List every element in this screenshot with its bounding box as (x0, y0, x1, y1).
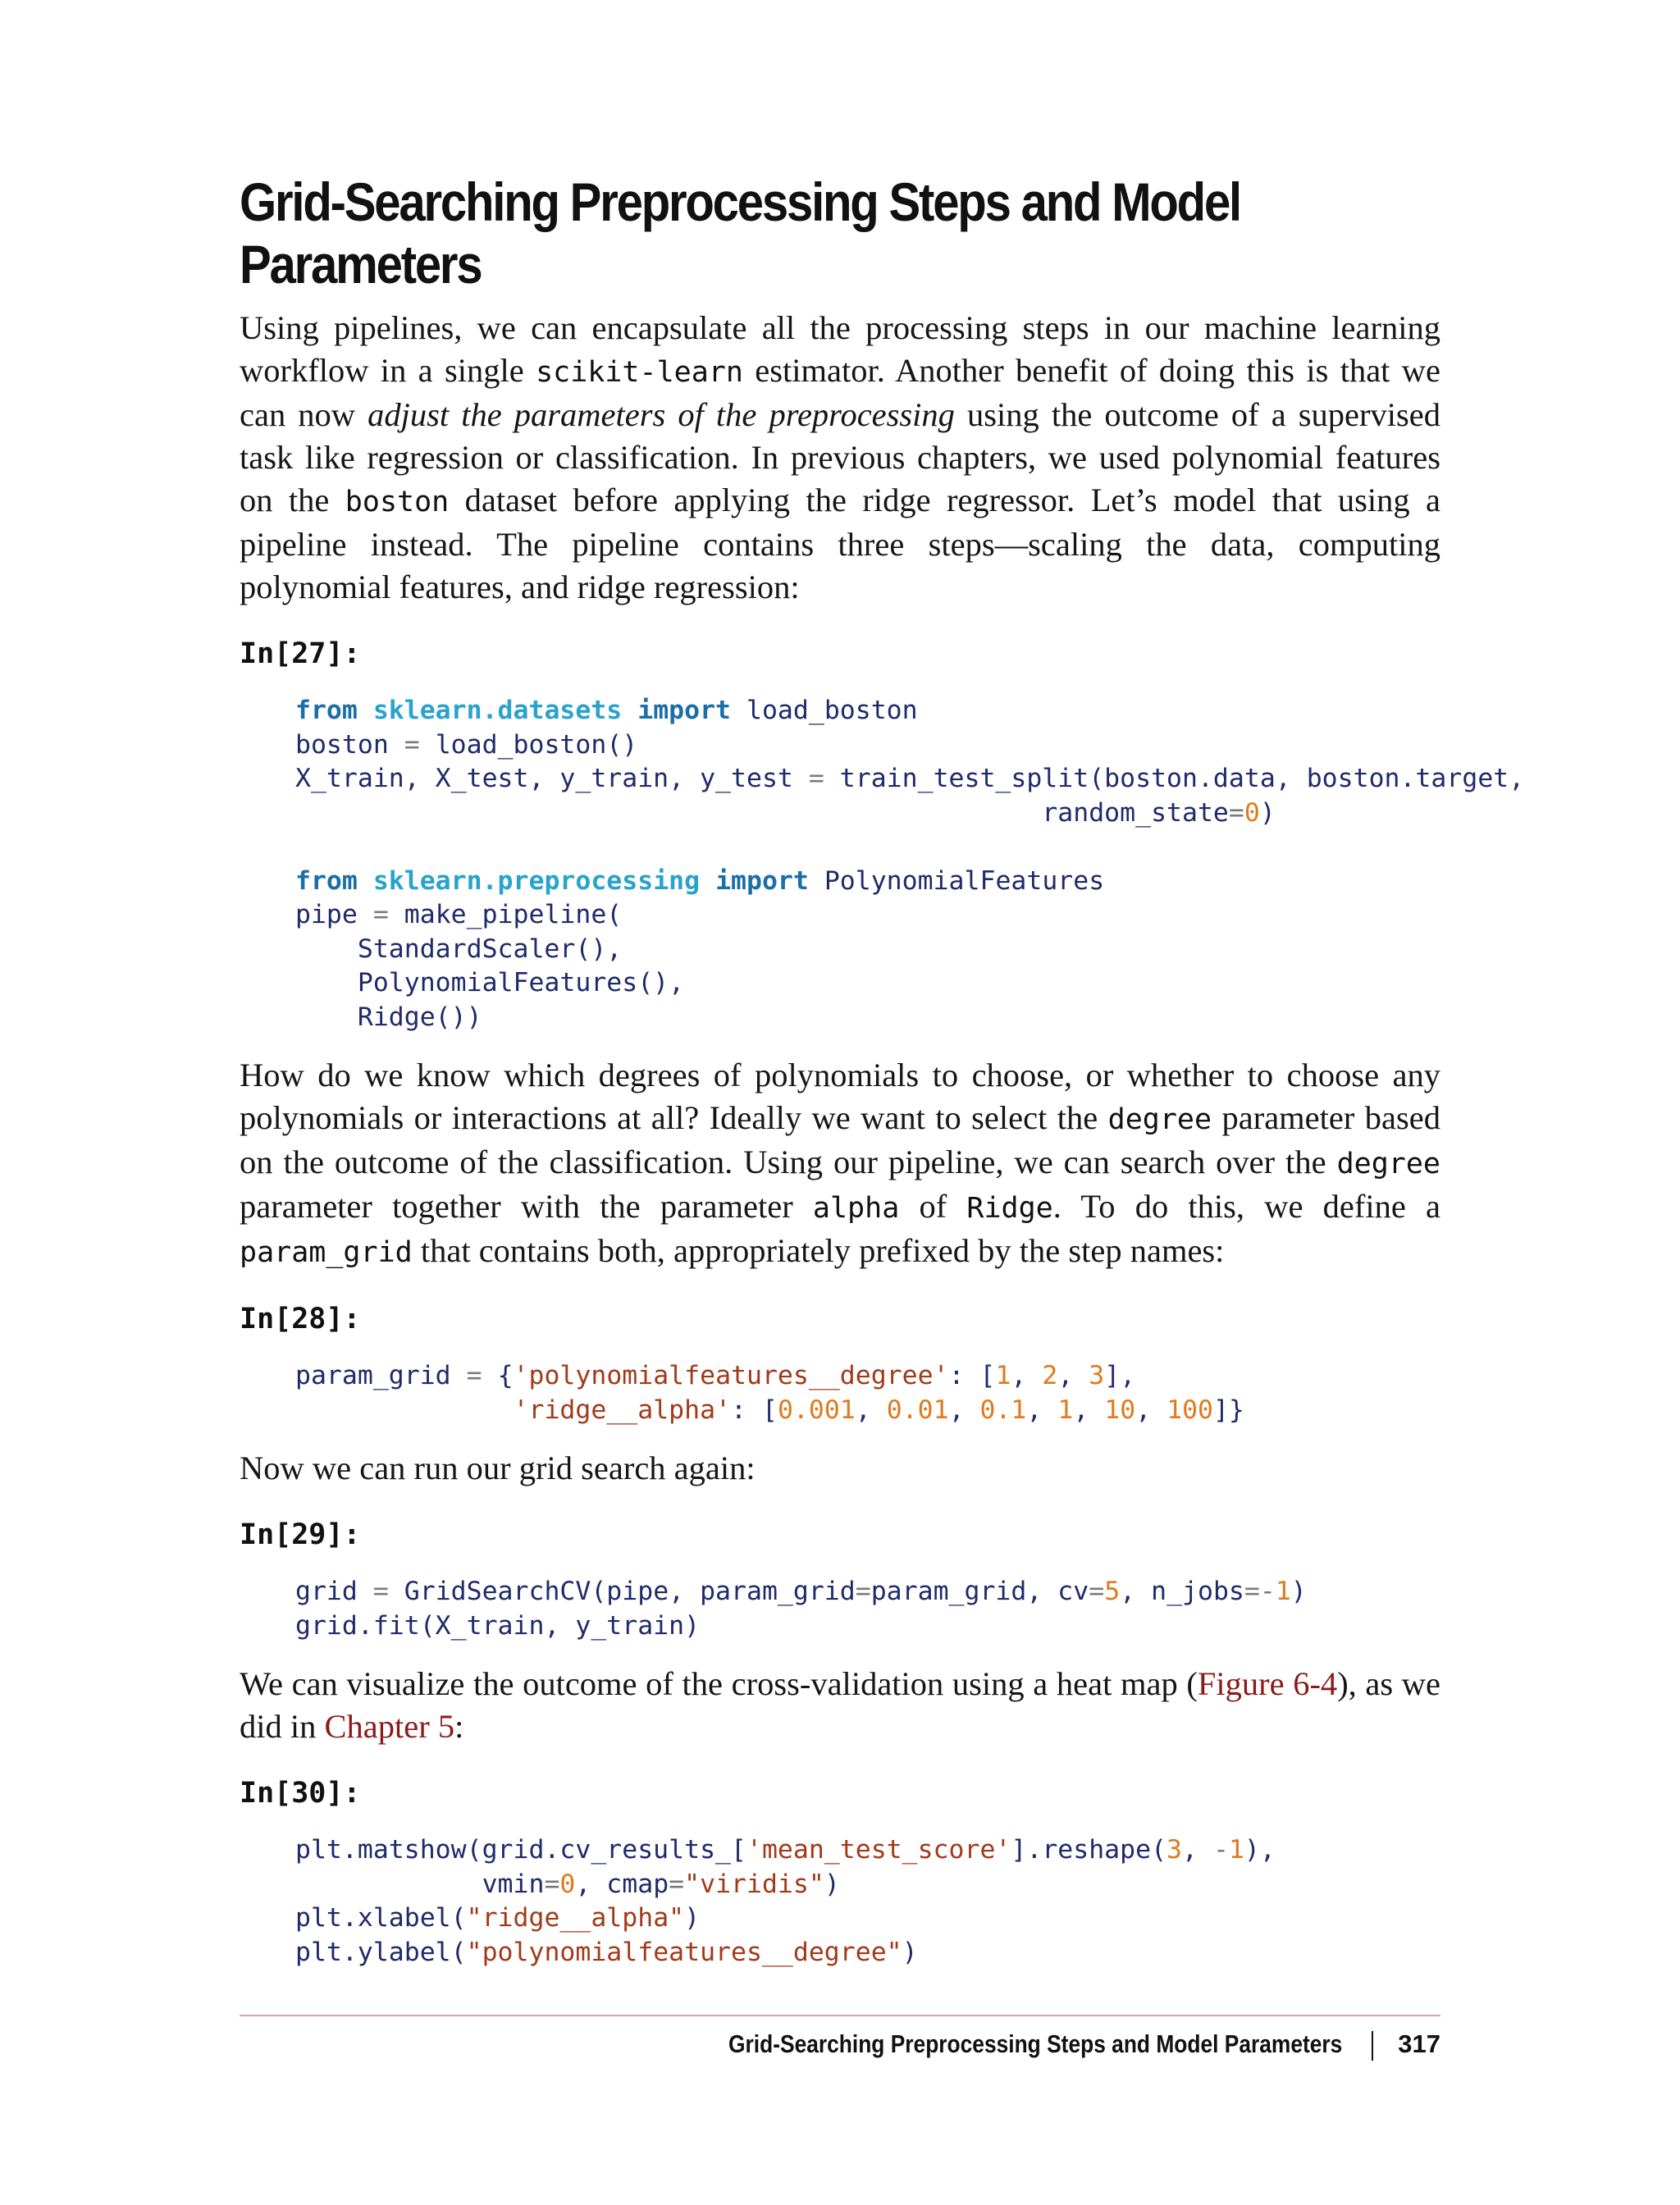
code-token: = (1228, 797, 1244, 828)
code-token: PolynomialFeatures(), (357, 968, 685, 998)
code-token: plt.matshow(grid.cv_results_[ (295, 1835, 746, 1865)
code-token: load_boston (746, 696, 918, 725)
code-token: : [ (731, 1395, 778, 1425)
code-token: grid.fit(X_train, y_train) (295, 1610, 701, 1641)
code-token: 0.01 (886, 1395, 949, 1425)
text-run: parameter based on the outcome of the classification. Using our pipeline, we can search over the (240, 1099, 1440, 1180)
paragraph-run-grid-search (240, 1447, 1440, 1490)
code-token: 'mean_test_score' (746, 1835, 1011, 1865)
code-token: sklearn.datasets (372, 696, 623, 725)
code-block-28: param_grid = {'polynomialfeatures__degree': [1, 2, 3], 'ridge__alpha': [0.001, 0.01, 0.1, 1, 10, 100]} (295, 1361, 1244, 1425)
code-token: param_grid (295, 1361, 451, 1390)
footer-divider (240, 2015, 1440, 2016)
text-run: that contains both, appropriately prefixed by the step names: (412, 1232, 1225, 1269)
code-token: 0.1 (979, 1395, 1027, 1425)
code-token: 10 (1104, 1395, 1136, 1425)
code-token: ].reshape( (1011, 1835, 1167, 1865)
section-title: Grid-Searching Preprocessing Steps and Model Parameters (240, 171, 1240, 294)
text-run: parameter together with the parameter (240, 1188, 813, 1225)
code-token: import (715, 865, 809, 896)
text-run: estimator. Another benefit of doing this is that we can now (240, 352, 1440, 433)
paragraph-visualize-heatmap (240, 1663, 1440, 1748)
code-token: make_pipeline( (404, 900, 623, 929)
code-token: = (669, 1869, 685, 1899)
code-token: 3 (1089, 1361, 1105, 1390)
code-token: 1 (1057, 1395, 1074, 1425)
text-run: dataset before applying the ridge regressor. Let’s model that using a pipeline instead. The pipeline contains three steps—scaling the data, computing polynomial features, and ridge regression: (240, 482, 1440, 605)
code-token: ]} (1213, 1395, 1244, 1425)
cell-label-27: In[27]: (240, 637, 361, 670)
code-token: "viridis" (684, 1869, 824, 1899)
link-figure-6-4[interactable]: Figure 6-4 (1197, 1665, 1338, 1702)
emphasis-text: adjust the parameters of the preprocessing (368, 396, 955, 433)
text-run: of (899, 1188, 967, 1225)
code-token: StandardScaler(), (357, 934, 623, 964)
code-token: grid (295, 1577, 358, 1606)
code-token: plt.ylabel( (295, 1937, 467, 1967)
inline-code: boston (345, 486, 450, 518)
code-block-27 (295, 694, 1525, 1034)
link-chapter-5[interactable]: Chapter 5 (324, 1708, 455, 1745)
text-run: Using pipelines, we can encapsulate all the processing steps in our machine learning workflow in a single (240, 309, 1440, 389)
code-token: import (637, 696, 732, 725)
code-token: , (1182, 1835, 1213, 1865)
code-token: = (1089, 1577, 1105, 1606)
code-token: 'ridge__alpha' (513, 1395, 732, 1425)
cell-label-29: In[29]: (240, 1518, 361, 1551)
inline-code: param_grid (240, 1236, 413, 1269)
code-token: PolynomialFeatures (824, 865, 1105, 896)
inline-code: degree (1107, 1103, 1212, 1136)
code-token: =- (1244, 1577, 1276, 1606)
code-token: "polynomialfeatures__degree" (466, 1937, 902, 1967)
text-run: We can visualize the outcome of the cross-validation using a heat map ( (240, 1665, 1198, 1702)
code-token: = (372, 1577, 389, 1606)
inline-code: alpha (812, 1192, 900, 1225)
text-run: . To do this, we define a (1052, 1188, 1440, 1225)
code-token: ) (1290, 1577, 1307, 1606)
code-token: plt.xlabel( (295, 1903, 467, 1933)
page-footer (240, 2029, 1440, 2061)
code-token: 0 (1244, 797, 1260, 828)
inline-code: scikit-learn (536, 356, 743, 389)
code-token: Ridge()) (357, 1002, 482, 1032)
code-token: = (544, 1869, 560, 1899)
code-token: 1 (995, 1361, 1011, 1390)
text-run: Now we can run our grid search again: (240, 1449, 756, 1486)
inline-code: Ridge (966, 1192, 1053, 1225)
code-block-30 (295, 1833, 1440, 1970)
paragraph-pipelines-intro (240, 307, 1440, 609)
code-token: random_state (1042, 797, 1229, 828)
inline-code: degree (1336, 1148, 1440, 1180)
code-token: "ridge__alpha" (466, 1903, 685, 1933)
code-token: 'polynomialfeatures__degree' (513, 1361, 949, 1390)
code-token: X_train, X_test, y_train, y_test (295, 764, 793, 793)
code-token: 1 (1275, 1577, 1291, 1606)
code-token: - (1212, 1835, 1229, 1865)
code-token: = (466, 1361, 482, 1390)
code-token: GridSearchCV(pipe, param_grid (404, 1577, 856, 1606)
text-run: How do we know which degrees of polynomials to choose, or whether to choose any polynomials or interactions at all? Ideally we want to select the (240, 1057, 1440, 1136)
text-run: ), as we did in (240, 1665, 1441, 1745)
code-token: ) (824, 1869, 840, 1899)
page-content (240, 171, 1525, 1989)
cell-label-28: In[28]: (240, 1303, 361, 1335)
code-token: ], (1104, 1361, 1136, 1390)
code-token: from (295, 696, 358, 725)
code-token: train_test_split(boston.data, boston.target, (839, 764, 1525, 793)
code-token: sklearn.preprocessing (372, 865, 701, 896)
code-token: load_boston() (435, 729, 638, 760)
code-token: = (855, 1577, 871, 1606)
code-token: 1 (1228, 1835, 1244, 1865)
code-token: vmin (482, 1869, 545, 1899)
code-token: 100 (1166, 1395, 1214, 1425)
code-token: boston (295, 729, 389, 760)
code-token: ), (1244, 1835, 1276, 1865)
code-token: 5 (1104, 1577, 1121, 1606)
code-token: { (497, 1361, 514, 1390)
running-title: Grid-Searching Preprocessing Steps and Model Parameters (728, 2029, 1343, 2058)
code-token: 2 (1042, 1361, 1058, 1390)
footer-separator (1372, 2031, 1373, 2061)
code-token: ) (1259, 797, 1276, 828)
code-token: 0 (559, 1869, 576, 1899)
code-block-29 (295, 1575, 1440, 1643)
code-token: 3 (1166, 1835, 1183, 1865)
code-token: : [ (948, 1361, 996, 1390)
text-run: using the outcome of a supervised task like regression or classification. In previous chapters, we used polynomial features on the (240, 396, 1440, 518)
code-token: = (404, 729, 420, 760)
code-token: from (295, 865, 358, 896)
code-token: = (808, 764, 824, 793)
code-token: = (372, 900, 389, 929)
code-token: param_grid, cv (870, 1577, 1089, 1606)
code-token: ) (902, 1937, 918, 1967)
code-token: ) (684, 1903, 701, 1933)
code-token: pipe (295, 900, 358, 929)
text-run: : (454, 1708, 464, 1745)
code-token: 0.001 (777, 1395, 856, 1425)
paragraph-degree-selection (240, 1054, 1440, 1274)
page-number: 317 (1398, 2029, 1440, 2058)
code-token: , cmap (575, 1869, 669, 1899)
code-token: , n_jobs (1120, 1577, 1244, 1606)
cell-label-30: In[30]: (240, 1777, 361, 1810)
